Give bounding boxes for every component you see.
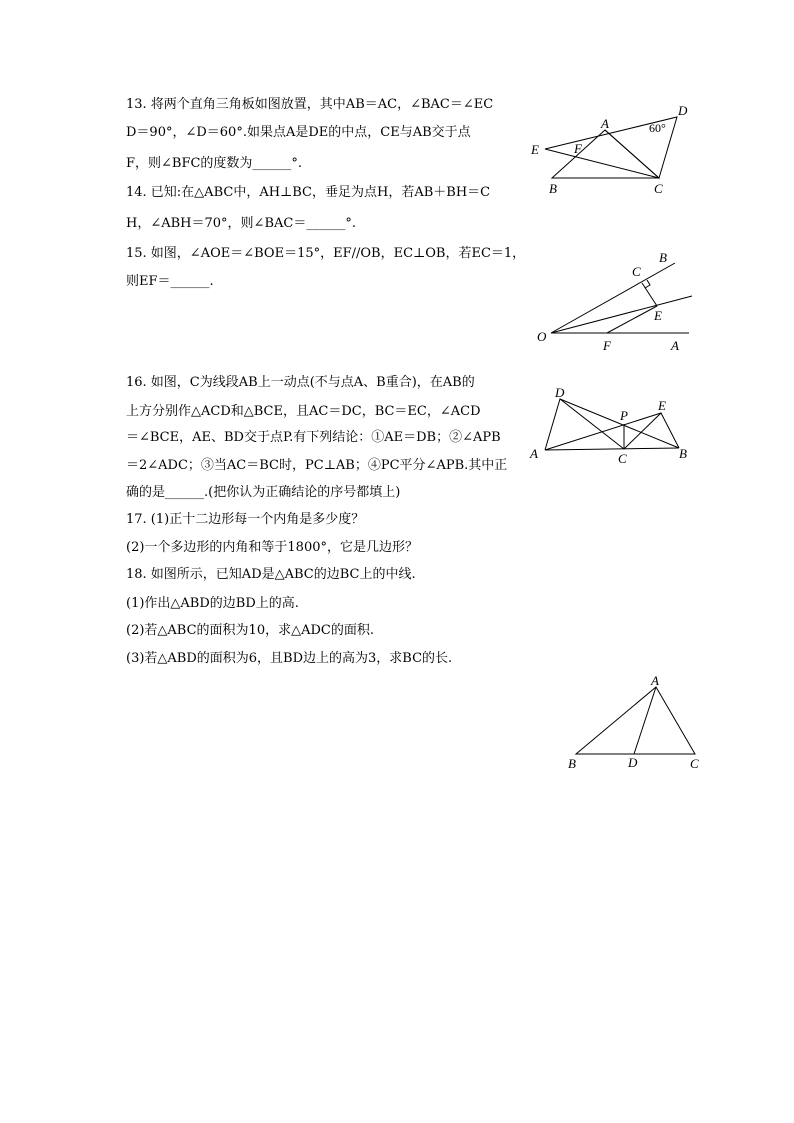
- fig16-label-a: A: [530, 446, 538, 461]
- p18-line3: (2)若△ABC的面积为10，求△ADC的面积.: [126, 623, 374, 638]
- fig13-label-60: 60°: [649, 121, 666, 135]
- fig18-triangle-abc: [576, 687, 695, 754]
- p17-line1: 17. (1)正十二边形每一个内角是多少度？: [126, 512, 365, 527]
- p15-line1: 15. 如图，∠AOE＝∠BOE＝15°，EF//OB，EC⊥OB，若EC＝1，: [126, 246, 526, 261]
- fig13-label-b: B: [549, 181, 557, 196]
- fig15-right-angle-mark: [645, 280, 650, 288]
- fig16-segment-ae: [545, 413, 661, 450]
- fig16-label-b: B: [679, 446, 687, 461]
- p13-line3: F，则∠BFC的度数为______°.: [126, 156, 303, 171]
- p14-line2: H，∠ABH＝70°，则∠BAC＝______°.: [126, 216, 356, 231]
- fig16-label-e: E: [658, 398, 666, 413]
- fig15-label-e: E: [654, 308, 662, 323]
- figure-13: [520, 95, 710, 205]
- fig18-median-ad: [634, 687, 656, 754]
- fig13-label-a: A: [601, 116, 609, 131]
- p18-line1: 18. 如图所示，已知AD是△ABC的边BC上的中线.: [126, 567, 416, 582]
- p15-line2: 则EF＝______.: [126, 274, 214, 289]
- fig18-label-a: A: [651, 673, 659, 688]
- fig15-segment-ec: [642, 283, 657, 306]
- figure-18: [560, 672, 710, 772]
- p16-line3: ＝∠BCE，AE、BD交于点P.有下列结论：①AE＝DB；②∠APB: [126, 430, 501, 445]
- p18-line4: (3)若△ABD的面积为6，且BD边上的高为3，求BC的长.: [126, 651, 453, 666]
- fig13-label-c: C: [654, 181, 663, 196]
- fig15-ray-oe: [551, 296, 692, 333]
- fig16-segment-ab: [545, 448, 679, 450]
- fig15-segment-ef: [607, 306, 657, 333]
- fig16-label-p: P: [620, 408, 628, 423]
- fig18-label-d: D: [628, 755, 638, 770]
- fig16-label-c: C: [618, 451, 627, 466]
- p18-line2: (1)作出△ABD的边BD上的高.: [126, 596, 299, 611]
- fig13-triangle-abc: [552, 130, 659, 178]
- p17-line2: (2)一个多边形的内角和等于1800°，它是几边形？: [126, 540, 418, 555]
- fig18-label-b: B: [568, 756, 576, 771]
- fig18-label-c: C: [690, 756, 699, 771]
- p16-line2: 上方分别作△ACD和△BCE，且AC＝DC，BC＝EC，∠ACD: [126, 404, 481, 419]
- fig16-label-d: D: [555, 385, 565, 400]
- p16-line4: ＝2∠ADC；③当AC＝BC时，PC⊥AB；④PC平分∠APB.其中正: [126, 458, 508, 473]
- fig15-label-b: B: [659, 250, 667, 265]
- p16-line1: 16. 如图，C为线段AB上一动点(不与点A、B重合)，在AB的: [126, 375, 475, 390]
- p14-line1: 14. 已知:在△ABC中，AH⊥BC，垂足为点H，若AB＋BH＝C: [126, 185, 491, 200]
- fig15-label-o: O: [537, 329, 547, 344]
- p13-line2: D＝90°，∠D＝60°.如果点A是DE的中点，CE与AB交于点: [126, 125, 471, 140]
- fig16-triangle-acd: [545, 399, 624, 450]
- fig16-triangle-bce: [624, 413, 679, 449]
- figure-15: [530, 250, 700, 355]
- fig13-label-e: E: [531, 142, 539, 157]
- figure-16: [525, 382, 700, 467]
- p13-line1: 13. 将两个直角三角板如图放置，其中AB＝AC，∠BAC＝∠EC: [126, 97, 494, 112]
- fig15-label-f: F: [603, 338, 611, 353]
- fig15-label-c: C: [632, 264, 641, 279]
- fig15-label-a: A: [671, 338, 679, 353]
- fig13-label-d: D: [678, 103, 688, 118]
- p16-line5: 确的是______.(把你认为正确结论的序号都填上): [126, 485, 401, 500]
- fig13-label-f: F: [574, 141, 582, 156]
